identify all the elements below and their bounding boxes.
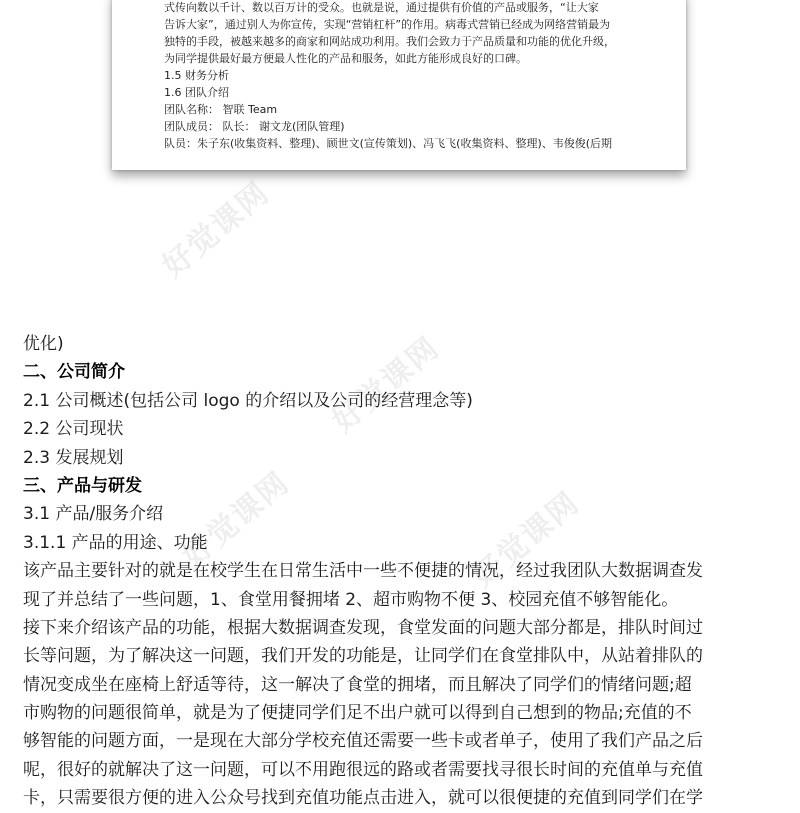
preview-line: 式传向数以千计、数以百万计的受众。也就是说，通过提供有价值的产品或服务，“让大家 (164, 1, 599, 14)
section-heading-company: 二、公司简介 (23, 362, 125, 383)
watermark-1: 好觉课网 (155, 175, 277, 285)
watermark-2: 好觉课网 (325, 330, 447, 440)
paragraph-line: 呢，很好的就解决了这一问题，可以不用跑很远的路或者需要找寻很长时间的充值单与充值 (23, 759, 703, 780)
preview-heading-team: 1.6 团队介绍 (164, 86, 229, 99)
paragraph-line: 现了并总结了一些问题，1、食堂用餐拥堵 2、超市购物不便 3、校园充值不够智能化。 (23, 589, 679, 610)
subsection-company-overview: 2.1 公司概述(包括公司 logo 的介绍以及公司的经营理念等) (23, 390, 473, 411)
subsection-company-status: 2.2 公司现状 (23, 419, 124, 440)
paragraph-line: 该产品主要针对的就是在校学生在日常生活中一些不便捷的情况，经过我团队大数据调查发 (23, 561, 703, 582)
paragraph-line: 市购物的问题很简单，就是为了便捷同学们足不出户就可以得到自己想到的物品;充值的不 (23, 703, 692, 724)
preview-heading-financial: 1.5 财务分析 (164, 69, 229, 82)
document-body (23, 330, 783, 813)
preview-line: 独特的手段，被越来越多的商家和网站成功利用。我们会致力于产品质量和功能的优化升级， (164, 35, 615, 48)
subsection-development-plan: 2.3 发展规划 (23, 447, 124, 468)
paragraph-line: 卡，只需要很方便的进入公众号找到充值功能点击进入，就可以很便捷的充值到同学们在学 (23, 788, 703, 809)
preview-text-block (164, 0, 664, 152)
preview-team-members: 团队成员： 队长： 谢文龙(团队管理) (164, 120, 345, 133)
text-line: 优化) (23, 334, 64, 354)
preview-line: 为同学提供最好最方便最人性化的产品和服务，如此方能形成良好的口碑。 (164, 52, 527, 65)
preview-team-name: 团队名称： 智联 Team (164, 103, 278, 116)
paragraph-line: 接下来介绍该产品的功能，根据大数据调查发现，食堂发面的问题大部分都是，排队时间过 (23, 617, 703, 638)
preview-line: 告诉大家”，通过别人为你宣传，实现“营销杠杆”的作用。病毒式营销已经成为网络营销最为 (164, 18, 611, 31)
paragraph-line: 情况变成坐在座椅上舒适等待，这一解决了食堂的拥堵，而且解决了同学们的情绪问题;超 (23, 674, 692, 695)
subsection-product-usage: 3.1.1 产品的用途、功能 (23, 532, 208, 553)
paragraph-line: 够智能的问题方面，一是现在大部分学校充值还需要一些卡或者单子，使用了我们产品之后 (23, 731, 703, 752)
section-heading-product: 三、产品与研发 (23, 475, 142, 496)
paragraph-line: 长等问题，为了解决这一问题，我们开发的功能是，让同学们在食堂排队中，从站着排队的 (23, 646, 703, 667)
watermark-3: 好觉课网 (465, 485, 587, 595)
watermark-4: 好觉课网 (175, 465, 297, 575)
page-preview-card (112, 0, 686, 170)
subsection-product-intro: 3.1 产品/服务介绍 (23, 504, 164, 525)
preview-team-staff: 队员：朱子东(收集资料、整理)、顾世文(宣传策划)、冯飞飞(收集资料、整理)、韦俊俊(后期 (164, 137, 613, 150)
